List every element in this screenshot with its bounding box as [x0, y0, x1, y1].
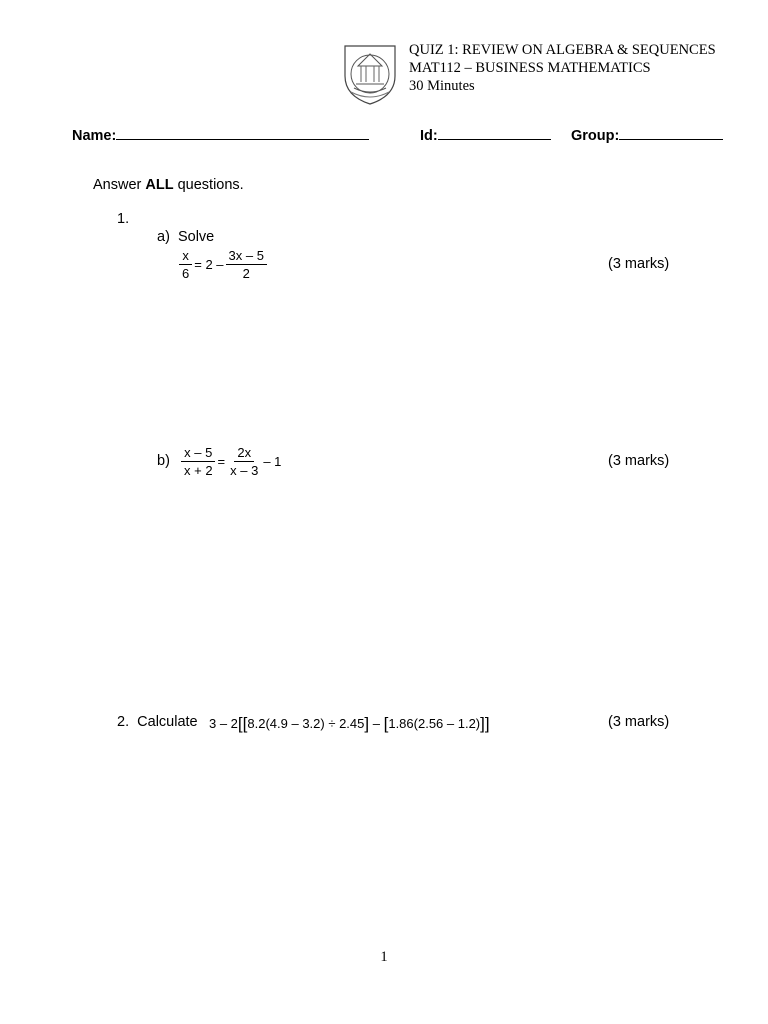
question-1b-marks: (3 marks)	[608, 453, 670, 469]
question-2-verb: Calculate	[137, 714, 198, 730]
fraction-2x-over-x-minus-3: $\frac{2x}{x - 3}$	[230, 445, 259, 478]
question-2	[117, 714, 198, 730]
question-1a-equation: $\frac{x}{6}$ = 2 – $\frac{3x - 5}{2}$	[179, 248, 267, 281]
name-blank[interactable]	[116, 126, 369, 140]
question-2-expression: 3 – 2[[8.2(4.9 – 3.2) ÷ 2.45] – [1.86(2.56 – 1.2)]]	[209, 714, 490, 733]
question-1-number: 1.	[117, 211, 130, 227]
quiz-duration: 30 Minutes	[409, 78, 475, 94]
fraction-x-minus-5-over-x-plus-2: $\frac{x - 5}{x + 2}$	[181, 445, 216, 478]
group-label: Group:	[571, 128, 620, 144]
fraction-3x-minus-5-over-2: $\frac{3x - 5}{2}$	[226, 248, 267, 281]
group-field[interactable]	[571, 126, 723, 144]
instructions-emphasis: ALL	[145, 177, 174, 193]
question-1a-label: a)	[157, 229, 170, 245]
question-2-marks: (3 marks)	[608, 714, 670, 730]
quiz-title: QUIZ 1: REVIEW ON ALGEBRA & SEQUENCES	[409, 42, 716, 58]
question-1a-marks: (3 marks)	[608, 256, 670, 272]
question-1a	[157, 229, 214, 245]
group-blank[interactable]	[619, 126, 723, 140]
id-blank[interactable]	[438, 126, 551, 140]
id-field[interactable]	[420, 126, 551, 144]
course-title: MAT112 – BUSINESS MATHEMATICS	[409, 60, 651, 76]
instructions: Answer ALL questions.	[93, 177, 244, 193]
university-crest-icon	[341, 42, 399, 106]
name-label: Name:	[72, 128, 117, 144]
page-number: 1	[380, 949, 388, 965]
fraction-x-over-6: $\frac{x}{6}$	[179, 248, 192, 281]
id-label: Id:	[420, 128, 438, 144]
name-field[interactable]	[72, 126, 369, 144]
question-2-number: 2.	[117, 714, 130, 730]
question-1a-verb: Solve	[177, 229, 215, 245]
question-1b-label: b)	[157, 453, 170, 469]
question-1b-equation: $\frac{x - 5}{x + 2}$ = $\frac{2x}{x - 3}$ – 1	[181, 445, 283, 478]
